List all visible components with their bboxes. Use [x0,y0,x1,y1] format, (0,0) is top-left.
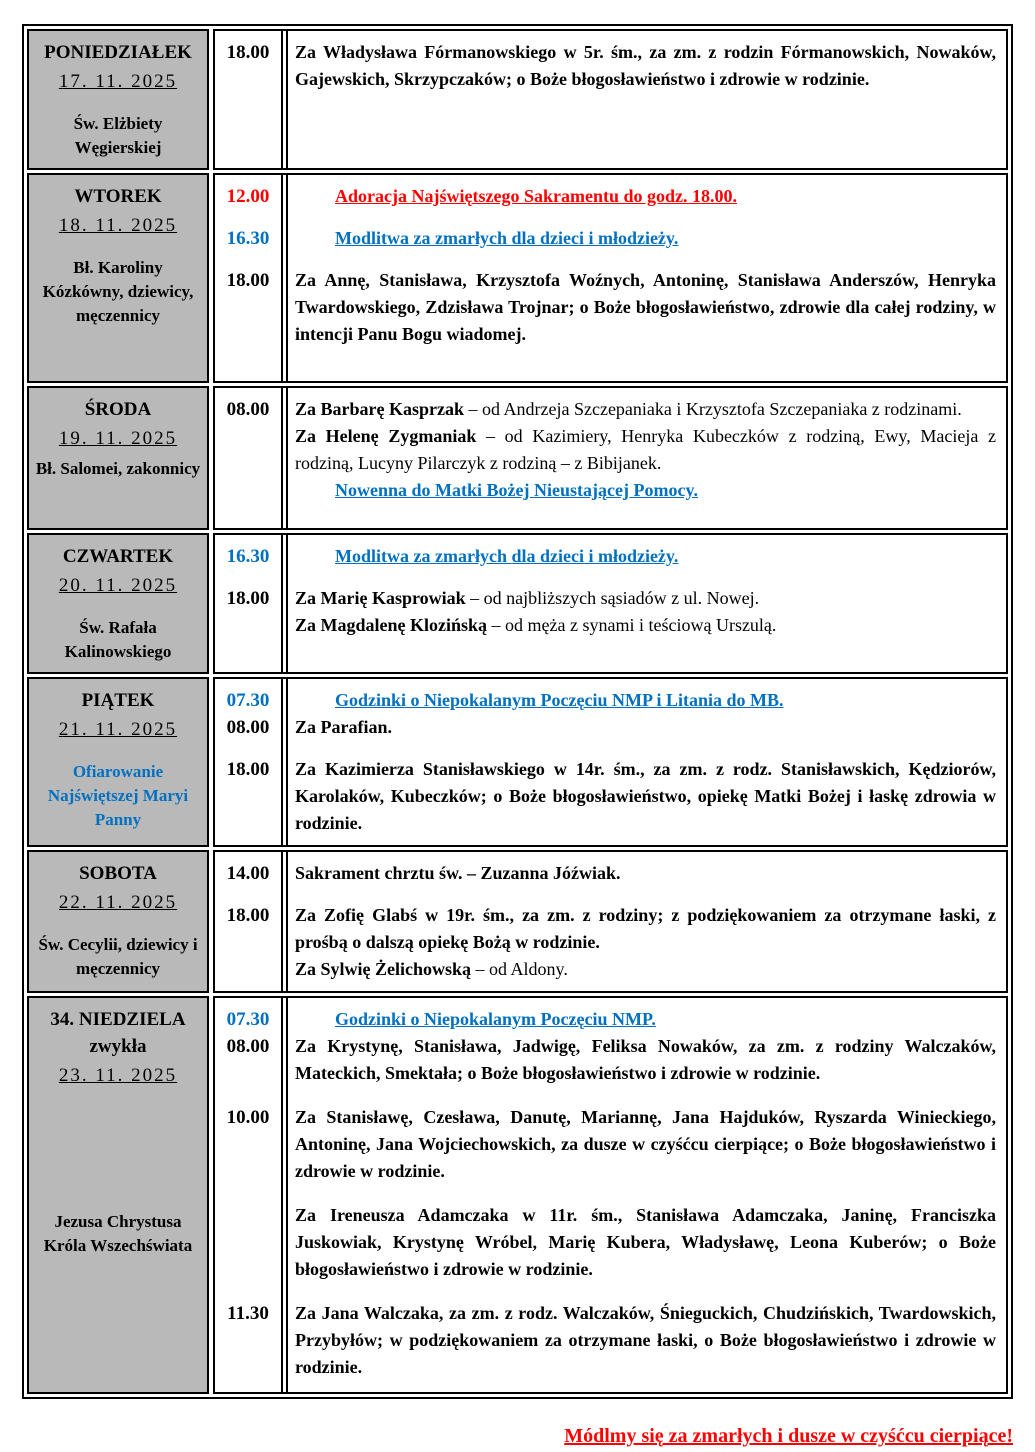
footer-exhortation: Módlmy się za zmarłych i dusze w czyśćcu cierpiące! [564,1425,1013,1447]
mass-entry [215,687,1000,714]
day-date-label: 22. 11. 2025 [58,892,178,913]
day-cell [27,29,209,170]
intention-paragraph [295,423,996,477]
intention-text: Sakrament chrztu św. – Zuzanna Jóźwiak. [295,863,621,883]
mass-intention-body [281,687,1000,714]
intention-text: – od najbliższych sąsiadów z ul. Nowej. [465,588,760,608]
intention-paragraph [295,1300,996,1381]
intention-text: Za Władysława Fórmanowskiego w 5r. śm., za zm. z rodzin Fórmanowskich, Nowaków, Gajewskich, Skrzypczaków; o Boże błogosławieństwo i zdrowie w rodzinie. [295,42,996,89]
intention-text: Za Annę, Stanisława, Krzysztofa Woźnych, Antoninę, Stanisława Anderszów, Henryka Twardowskiego, Zdzisława Trojnar; o Boże błogosławieństwo, zdrowie dla całej rodziny, w intencji Panu Bogu wiadomej. [295,270,996,344]
intention-text: Za Krystynę, Stanisława, Jadwigę, Feliksa Nowaków, za zm. z rodziny Walczaków, Mateckich, Smektała; o Boże błogosławieństwo i zdrowie w rodzinie. [295,1036,996,1083]
service-heading: Godzinki o Niepokalanym Poczęciu NMP i Litania do MB. [335,690,784,710]
table-row [27,29,1008,170]
intention-text: – od Aldony. [471,959,568,979]
row-body [213,677,1008,847]
row-body [213,850,1008,993]
mass-intention-body [281,1202,1000,1283]
feast-label: Św. Cecylii, dziewicy i męczennicy [38,935,198,978]
mass-intention-body [281,860,1000,887]
mass-entry [215,225,1000,252]
intention-paragraph [295,956,996,983]
intention-paragraph [295,756,996,837]
day-name-label: PIĄTEK [81,690,155,711]
day-date-label: 20. 11. 2025 [58,575,178,596]
mass-entry [215,714,1000,741]
day-date-label: 21. 11. 2025 [58,719,178,740]
feast-label: Jezusa Chrystusa Króla Wszechświata [43,1212,193,1255]
mass-time-label: 18.00 [226,588,270,609]
mass-intention-body [281,756,1000,837]
day-date-label: 18. 11. 2025 [58,215,178,236]
service-heading: Modlitwa za zmarłych dla dzieci i młodzieży. [335,228,679,248]
day-cell [27,996,209,1394]
mass-time-label: 10.00 [226,1107,270,1128]
day-date-label: 23. 11. 2025 [58,1065,178,1086]
mass-entry [215,1006,1000,1033]
mass-intention-body [281,1104,1000,1185]
mass-time-label: 18.00 [226,42,270,63]
mass-entry [215,756,1000,837]
mass-intention-body [281,183,1000,210]
table-row [27,677,1008,847]
intention-text: Za Parafian. [295,717,392,737]
intention-paragraph [295,860,996,887]
intention-text: Za Helenę Zygmaniak [295,426,477,446]
mass-entry [215,183,1000,210]
mass-time-label: 18.00 [226,905,270,926]
day-date-label: 19. 11. 2025 [58,428,178,449]
day-name-label: zwykła [89,1036,147,1057]
feast-label: Św. Rafała Kalinowskiego [64,618,172,661]
mass-time-label: 07.30 [226,1009,270,1030]
day-name-label: ŚRODA [84,399,152,420]
intention-paragraph [295,267,996,348]
intention-paragraph [295,714,996,741]
mass-time-label: 18.00 [226,759,270,780]
table-row [27,850,1008,993]
intention-text: Za Ireneusza Adamczaka w 11r. śm., Stanisława Adamczaka, Janinę, Franciszka Juskowiak, Krystynę Wróbel, Marię Kubera, Władysławę, Leona Kuberów; o Boże błogosławieństwo i zdrowie w rodzinie. [295,1205,996,1279]
mass-entry [215,396,1000,504]
mass-time-label: 08.00 [226,717,270,738]
mass-entry [215,1300,1000,1381]
intention-text: – od męża z synami i teściową Urszulą. [487,615,777,635]
mass-intention-body [281,396,1000,504]
mass-entry [215,1202,1000,1283]
day-name-label: SOBOTA [79,863,157,884]
mass-time-label: 11.30 [227,1303,269,1324]
intention-paragraph [295,902,996,956]
mass-entry [215,267,1000,348]
intention-text: Za Barbarę Kasprzak [295,399,464,419]
feast-label: Ofiarowanie Najświętszej Maryi Panny [47,762,189,829]
day-name-label: 34. NIEDZIELA [50,1009,186,1030]
mass-time-label: 14.00 [226,863,270,884]
day-cell [27,850,209,993]
feast-label: Św. Elżbiety Węgierskiej [73,114,163,157]
mass-intentions-table [22,24,1013,1399]
mass-intention-body [281,1300,1000,1381]
table-row [27,533,1008,674]
intention-text: Za Jana Walczaka, za zm. z rodz. Walczaków, Śnieguckich, Chudzińskich, Twardowskich, Przybyłów; w podziękowaniem za otrzymane łaski, o Boże błogosławieństwo i zdrowie w rodzinie. [295,1303,996,1377]
row-body [213,533,1008,674]
intention-paragraph [295,1104,996,1185]
intention-text: Za Stanisławę, Czesława, Danutę, Mariannę, Jana Hajduków, Ryszarda Winieckiego, Antoninę, Jana Wojciechowskich, za dusze w czyśćcu cierpiące; o Boże błogosławieństwo i zdrowie w rodzinie. [295,1107,996,1181]
row-body [213,386,1008,530]
service-heading: Nowenna do Matki Bożej Nieustającej Pomocy. [335,480,698,500]
mass-time-label: 07.30 [226,690,270,711]
intention-paragraph [295,585,996,612]
intention-text: Za Kazimierza Stanisławskiego w 14r. śm., za zm. z rodz. Stanisławskich, Kędziorów, Karolaków, Kubeczków; o Boże błogosławieństwo, opiekę Matki Bożej i łaskę zdrowia w rodzinie. [295,759,996,833]
row-body [213,173,1008,383]
intention-text: Za Magdalenę Klozińską [295,615,488,635]
intention-text: – od Andrzeja Szczepaniaka i Krzysztofa Szczepaniaka z rodzinami. [464,399,962,419]
mass-entry [215,39,1000,93]
intention-paragraph [295,39,996,93]
intention-text: Za Marię Kasprowiak [295,588,466,608]
intention-text: – od Kazimiery, Henryka Kubeczków z rodziną, Ewy, Macieja z rodziną, Lucyny Pilarczyk z rodziną – z Bibijanek. [295,426,996,473]
day-date-label: 17. 11. 2025 [58,71,178,92]
intention-paragraph [295,1033,996,1087]
mass-intention-body [281,714,1000,741]
mass-time-label: 08.00 [226,1036,270,1057]
mass-time-label: 16.30 [226,228,270,249]
day-cell [27,386,209,530]
table-row [27,386,1008,530]
mass-entry [215,585,1000,639]
feast-label: Bł. Salomei, zakonnicy [35,459,201,478]
feast-label: Bł. Karoliny Kózkówny, dziewicy, męczennicy [42,258,194,325]
mass-entry [215,902,1000,983]
mass-entry [215,1033,1000,1087]
mass-time-label: 12.00 [226,186,270,207]
service-heading: Godzinki o Niepokalanym Poczęciu NMP. [335,1009,656,1029]
mass-time-label: 16.30 [226,546,270,567]
intention-text: Za Zofię Glabś w 19r. śm., za zm. z rodziny; z podziękowaniem za otrzymane łaski, z prośbą o dalszą opiekę Bożą w rodzinie. [295,905,996,952]
intention-paragraph [295,396,996,423]
mass-entry [215,543,1000,570]
day-cell [27,173,209,383]
intention-paragraph [295,1202,996,1283]
mass-entry [215,1104,1000,1185]
intention-paragraph [295,612,996,639]
table-row [27,996,1008,1394]
day-name-label: PONIEDZIAŁEK [44,42,192,63]
service-heading: Adoracja Najświętszego Sakramentu do godz. 18.00. [335,186,737,206]
mass-entry [215,860,1000,887]
day-name-label: CZWARTEK [62,546,174,567]
mass-intention-body [281,1033,1000,1087]
mass-time-label: 18.00 [226,270,270,291]
day-cell [27,677,209,847]
service-heading: Modlitwa za zmarłych dla dzieci i młodzieży. [335,546,679,566]
mass-intention-body [281,902,1000,983]
mass-time-label: 08.00 [226,399,270,420]
intention-text: Za Sylwię Żelichowską [295,959,472,979]
mass-intention-body [281,267,1000,348]
row-body [213,29,1008,170]
mass-intention-body [281,39,1000,93]
day-cell [27,533,209,674]
mass-intention-body [281,543,1000,570]
day-name-label: WTOREK [74,186,162,207]
mass-intention-body [281,225,1000,252]
table-row [27,173,1008,383]
row-body [213,996,1008,1394]
mass-intention-body [281,585,1000,639]
mass-intention-body [281,1006,1000,1033]
